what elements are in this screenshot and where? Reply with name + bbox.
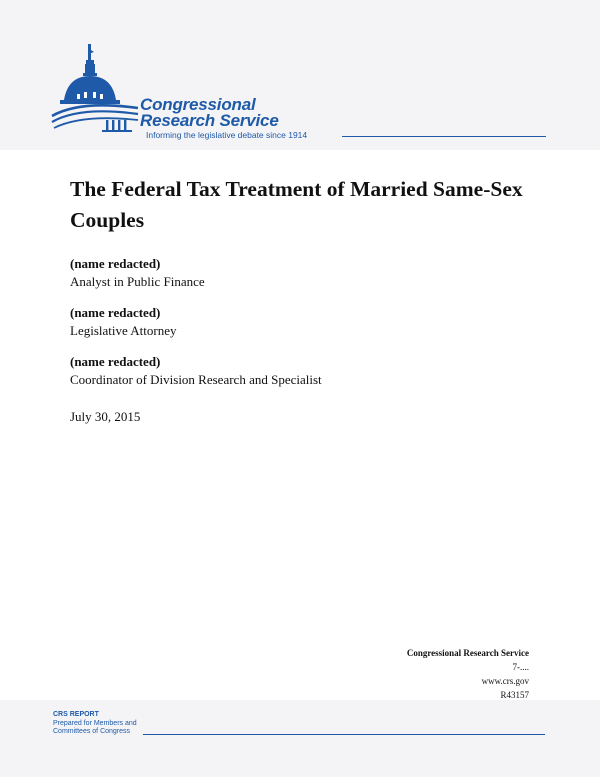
footer-crs-report: CRS REPORT bbox=[53, 711, 99, 718]
footer-rule bbox=[143, 734, 545, 735]
logo-tagline: Informing the legislative debate since 1914 bbox=[146, 130, 308, 140]
crs-org-name: Congressional Research Service bbox=[406, 648, 529, 658]
crs-phone: 7-.... bbox=[512, 662, 529, 672]
footer-committees: Committees of Congress bbox=[53, 728, 131, 735]
crs-website: www.crs.gov bbox=[481, 676, 529, 686]
author-role: Analyst in Public Finance bbox=[70, 274, 205, 289]
logo-wordmark-line1: Congressional bbox=[140, 95, 256, 114]
author-role: Coordinator of Division Research and Specialist bbox=[70, 372, 322, 387]
report-number: R43157 bbox=[500, 690, 529, 700]
footer-prepared-for: Prepared for Members and bbox=[53, 720, 137, 727]
author-role: Legislative Attorney bbox=[70, 323, 177, 338]
author-name: (name redacted) bbox=[70, 305, 161, 320]
report-title: The Federal Tax Treatment of Married Same-Sex Couples bbox=[70, 177, 523, 232]
logo-wordmark-line2: Research Service bbox=[140, 111, 279, 130]
crs-contact-block bbox=[407, 646, 529, 702]
report-date: July 30, 2015 bbox=[70, 409, 141, 424]
header-rule bbox=[342, 136, 546, 137]
author-name: (name redacted) bbox=[70, 256, 161, 271]
capitol-dome-icon bbox=[50, 42, 140, 138]
author-name: (name redacted) bbox=[70, 354, 161, 369]
